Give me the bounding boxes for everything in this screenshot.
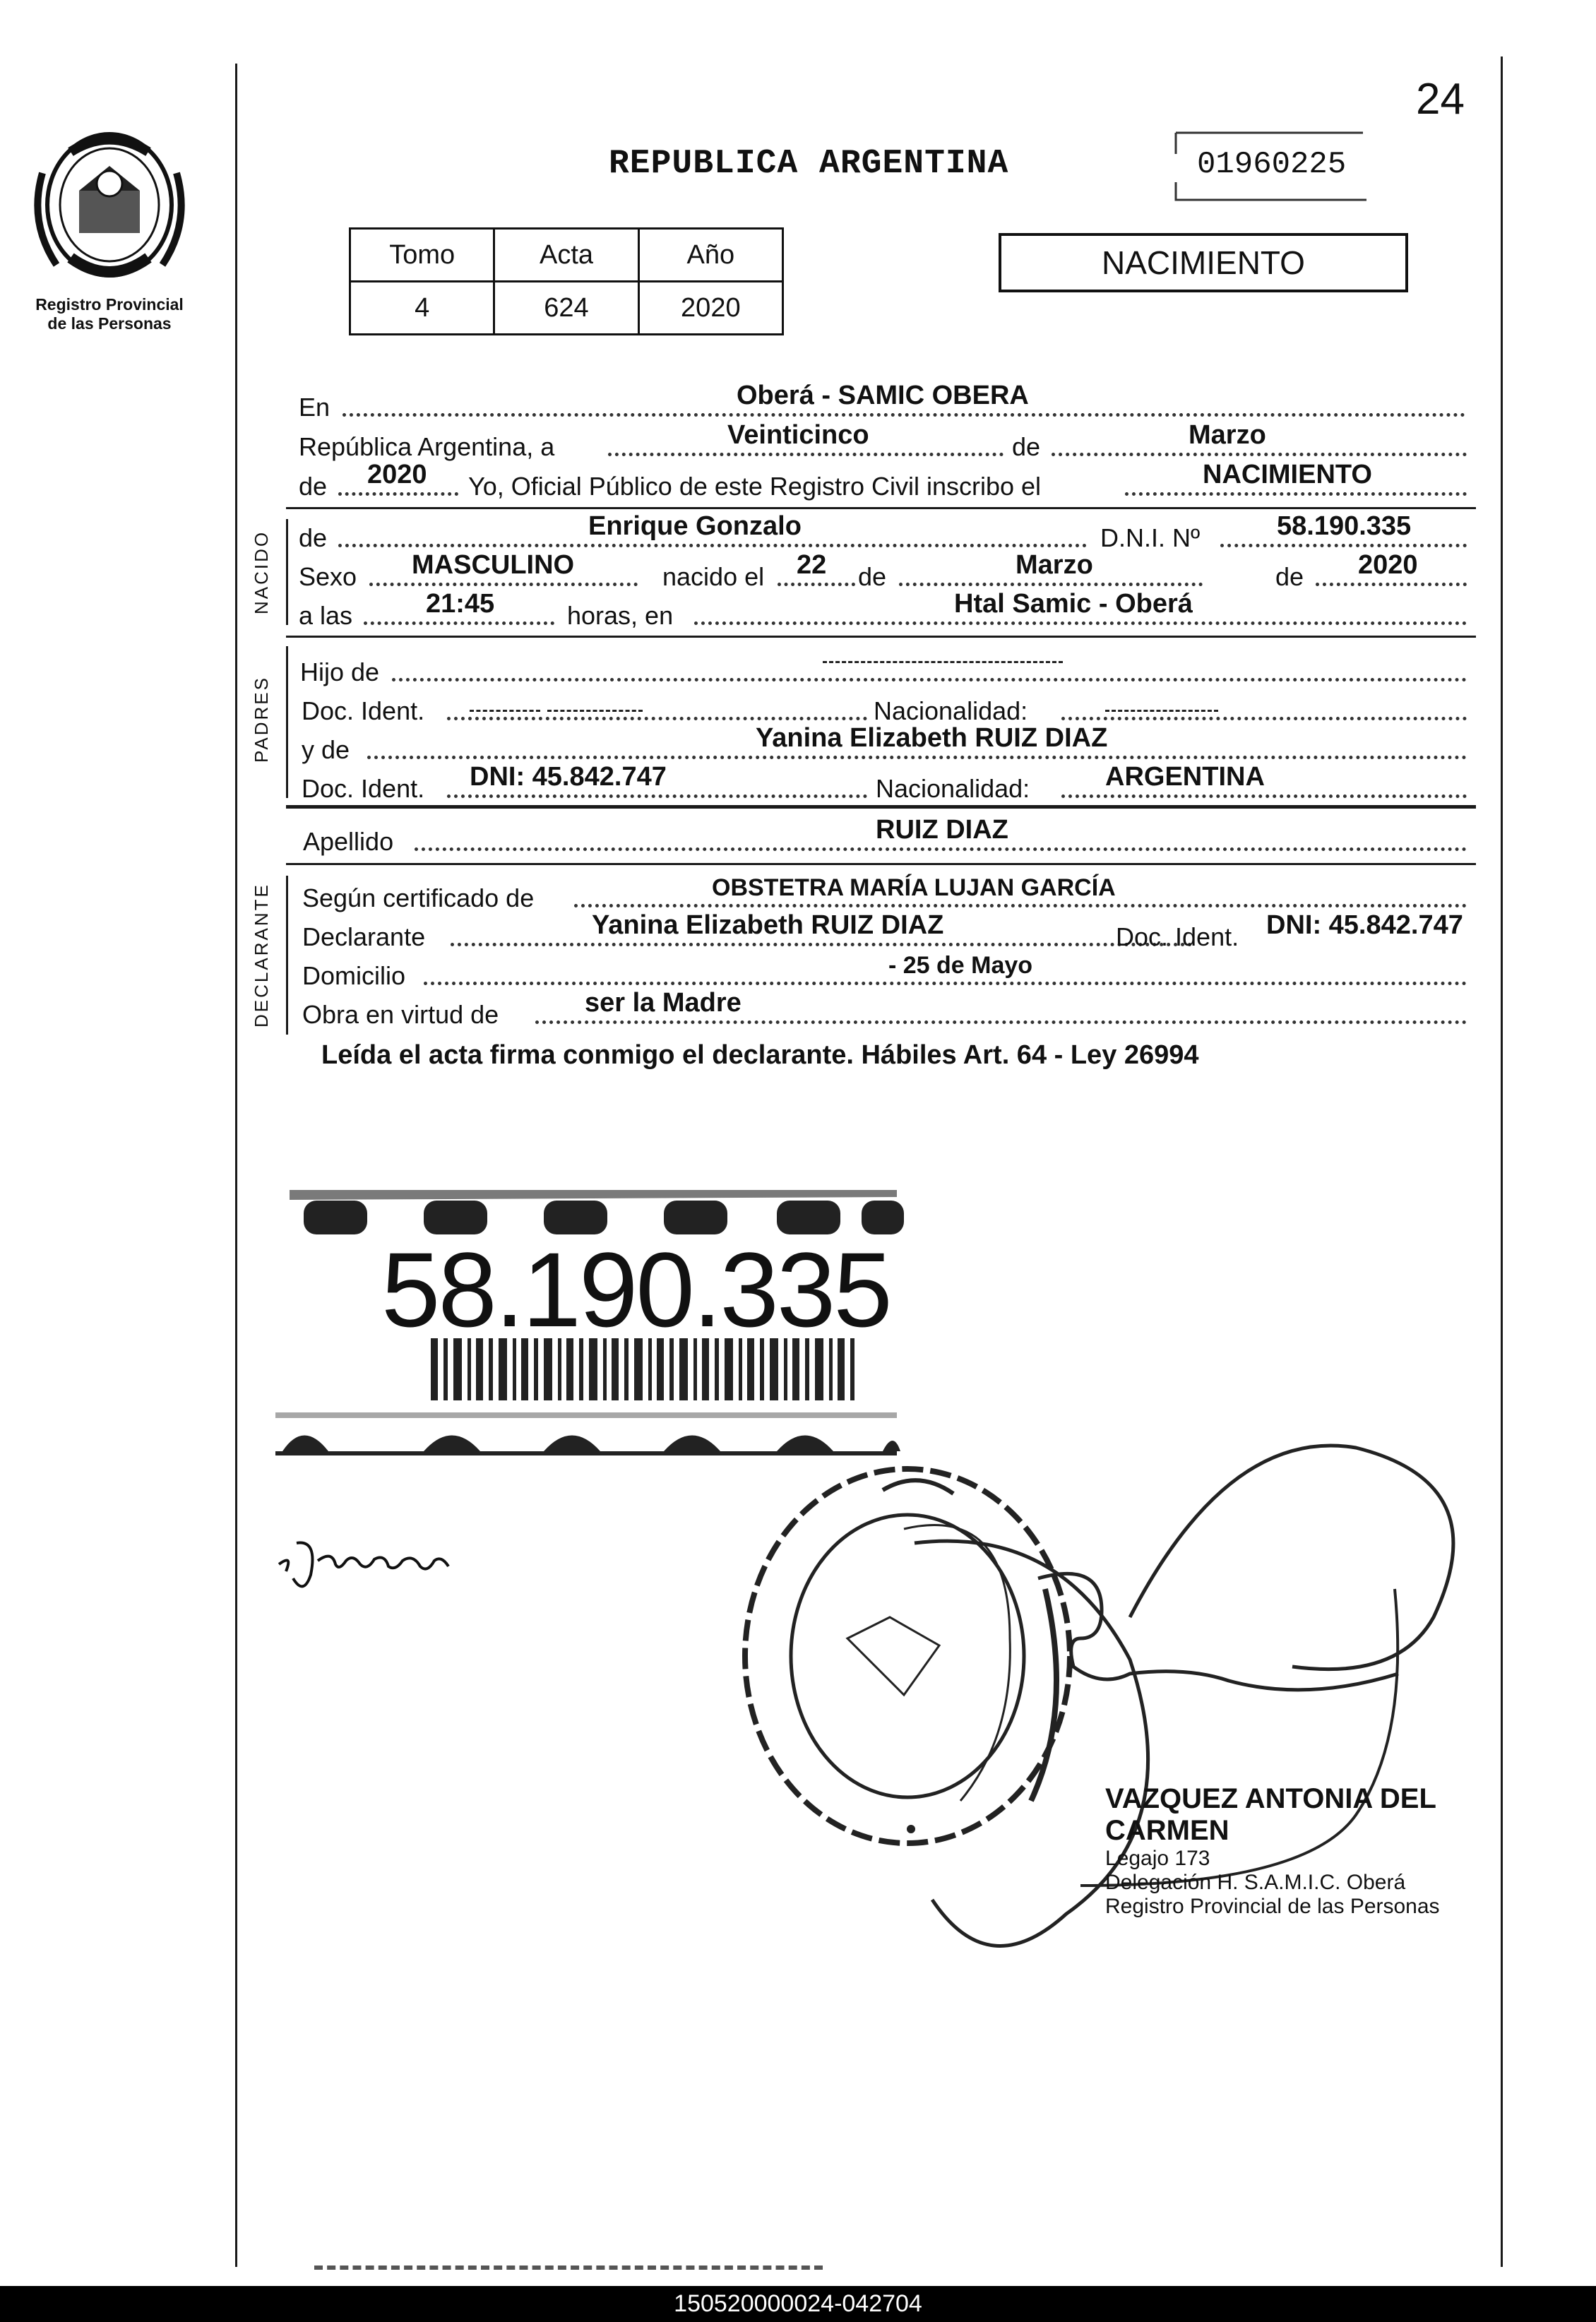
barcode-number: 58.190.335 — [381, 1230, 891, 1349]
de-label: de — [299, 472, 328, 501]
en-value: Oberá - SAMIC OBERA — [737, 381, 1029, 410]
nacido-section-label: NACIDO — [251, 530, 272, 614]
nacionalidad-label: Nacionalidad: — [874, 696, 1028, 725]
official-name: VAZQUEZ ANTONIA DEL CARMEN — [1105, 1783, 1436, 1846]
blank-dash — [547, 710, 643, 712]
dotted-line — [1220, 544, 1467, 547]
row-doc-ident-mother — [300, 762, 1472, 804]
year-value: 2020 — [367, 460, 427, 489]
dotted-line — [574, 904, 1467, 907]
child-name-value: Enrique Gonzalo — [588, 511, 802, 541]
row-republica — [299, 420, 1471, 462]
dotted-line — [694, 621, 1467, 625]
de-label: de — [1275, 562, 1304, 591]
declarante-bracket — [286, 876, 288, 1035]
dotted-line — [364, 621, 554, 625]
en-label: En — [299, 393, 330, 422]
row-nacido-name — [299, 511, 1471, 553]
province-seal-logo — [28, 124, 191, 297]
dotted-line — [1052, 453, 1467, 456]
official-signature-block — [1105, 1783, 1501, 1919]
mother-doc-value: DNI: 45.842.747 — [470, 762, 667, 792]
official-delegation: Delegación H. S.A.M.I.C. Oberá — [1105, 1871, 1406, 1894]
blank-dash — [1105, 710, 1218, 712]
dotted-line — [535, 1020, 1467, 1024]
obra-value: ser la Madre — [585, 988, 742, 1018]
birth-place-value: Htal Samic - Oberá — [954, 589, 1193, 619]
dotted-line — [1061, 717, 1467, 720]
alas-label: a las — [299, 601, 353, 630]
yde-label: y de — [302, 735, 350, 764]
domicilio-label: Domicilio — [302, 961, 406, 990]
cert-value: OBSTETRA MARÍA LUJAN GARCÍA — [712, 874, 1116, 901]
birth-day-value: 22 — [797, 550, 827, 580]
dotted-line — [1061, 794, 1467, 798]
section-divider — [286, 636, 1476, 638]
blank-dash — [470, 710, 540, 712]
day-value: Veinticinco — [727, 420, 869, 450]
dni-label: D.N.I. Nº — [1100, 523, 1201, 552]
dotted-line — [1316, 583, 1467, 586]
row-sexo — [299, 550, 1471, 592]
footer-id-bar: 150520000024-042704 — [0, 2286, 1596, 2322]
row-doc-ident-father — [300, 692, 1472, 726]
declarante-doc-value: DNI: 45.842.747 — [1266, 910, 1463, 940]
row-hora — [299, 589, 1471, 631]
declarante-label: Declarante — [302, 922, 426, 951]
padres-bracket — [286, 646, 288, 798]
dotted-line — [778, 583, 855, 586]
de-label: de — [858, 562, 887, 591]
apellido-value: RUIZ DIAZ — [876, 815, 1008, 845]
hijo-label: Hijo de — [300, 657, 380, 686]
acta-value: 624 — [494, 282, 638, 335]
mother-name-value: Yanina Elizabeth RUIZ DIAZ — [756, 723, 1108, 753]
page-number: 24 — [1416, 75, 1465, 124]
de-label: de — [1012, 432, 1041, 461]
doc-label: Doc. Ident. — [302, 696, 425, 725]
dotted-line — [424, 982, 1467, 985]
dotted-line — [415, 847, 1467, 851]
section-divider — [286, 863, 1476, 865]
blank-dash — [823, 661, 1063, 663]
republica-label: República Argentina, a — [299, 432, 555, 461]
month-value: Marzo — [1189, 420, 1266, 450]
sexo-value: MASCULINO — [412, 550, 575, 580]
dotted-line — [369, 583, 638, 586]
acta-header: Acta — [494, 229, 638, 282]
closing-statement: Leída el acta firma conmigo el declarante. Hábiles Art. 64 - Ley 26994 — [321, 1040, 1199, 1070]
logo-caption: Registro Provincial de las Personas — [35, 295, 184, 333]
domicilio-value: - 25 de Mayo — [888, 952, 1033, 979]
left-margin-line — [235, 64, 237, 2267]
row-hijo-de — [300, 653, 1472, 687]
padres-section-label: PADRES — [251, 676, 272, 763]
apellido-label: Apellido — [303, 827, 394, 856]
row-obra — [302, 988, 1475, 1030]
row-year — [299, 460, 1471, 501]
dotted-line — [451, 943, 1192, 946]
oficial-text: Yo, Oficial Público de este Registro Civil inscribo el — [468, 472, 1042, 501]
dotted-line — [367, 756, 1467, 759]
birth-month-value: Marzo — [1016, 550, 1093, 580]
dotted-line — [1125, 492, 1467, 496]
dotted-line — [343, 413, 1465, 417]
child-dni-value: 58.190.335 — [1277, 511, 1412, 541]
dotted-line — [447, 794, 867, 798]
nacido-el-label: nacido el — [662, 562, 765, 591]
mother-nationality-value: ARGENTINA — [1105, 762, 1265, 792]
nacido-bracket — [286, 519, 288, 625]
anio-header: Año — [638, 229, 782, 282]
act-value: NACIMIENTO — [1203, 460, 1372, 489]
row-certificado — [302, 874, 1475, 913]
declarante-value: Yanina Elizabeth RUIZ DIAZ — [592, 910, 944, 940]
row-declarante — [302, 910, 1475, 952]
tomo-acta-anio-table — [349, 227, 784, 335]
dotted-line — [338, 544, 1087, 547]
anio-value: 2020 — [638, 282, 782, 335]
section-divider — [286, 805, 1476, 809]
tomo-header: Tomo — [350, 229, 494, 282]
dotted-line — [392, 678, 1467, 681]
declarante-section-label: DECLARANTE — [251, 883, 272, 1028]
faded-scan-line — [314, 2266, 823, 2270]
sexo-label: Sexo — [299, 562, 357, 591]
official-legajo: Legajo 173 — [1105, 1847, 1210, 1870]
declarant-signature — [275, 1511, 508, 1596]
row-apellido — [300, 815, 1472, 857]
page-title: REPUBLICA ARGENTINA — [609, 145, 1009, 183]
nacionalidad-label: Nacionalidad: — [876, 774, 1030, 803]
row-y-de — [300, 723, 1472, 765]
dotted-line — [899, 583, 1203, 586]
de-label: de — [299, 523, 328, 552]
serial-number: 01960225 — [1197, 147, 1347, 182]
row-en — [299, 381, 1471, 422]
cert-label: Según certificado de — [302, 883, 535, 912]
doc-label: Doc. Ident. — [302, 774, 425, 803]
birth-year-value: 2020 — [1358, 550, 1418, 580]
section-divider — [286, 507, 1476, 509]
tomo-value: 4 — [350, 282, 494, 335]
dotted-line — [338, 492, 458, 496]
row-domicilio — [302, 952, 1475, 991]
official-registry: Registro Provincial de las Personas — [1105, 1895, 1440, 1918]
doc-label: Doc. Ident. — [1116, 922, 1239, 951]
horas-label: horas, en — [567, 601, 674, 630]
dotted-line — [447, 717, 867, 720]
birth-time-value: 21:45 — [426, 589, 495, 619]
obra-label: Obra en virtud de — [302, 1000, 499, 1029]
record-type-box: NACIMIENTO — [999, 233, 1408, 292]
dotted-line — [608, 453, 1004, 456]
